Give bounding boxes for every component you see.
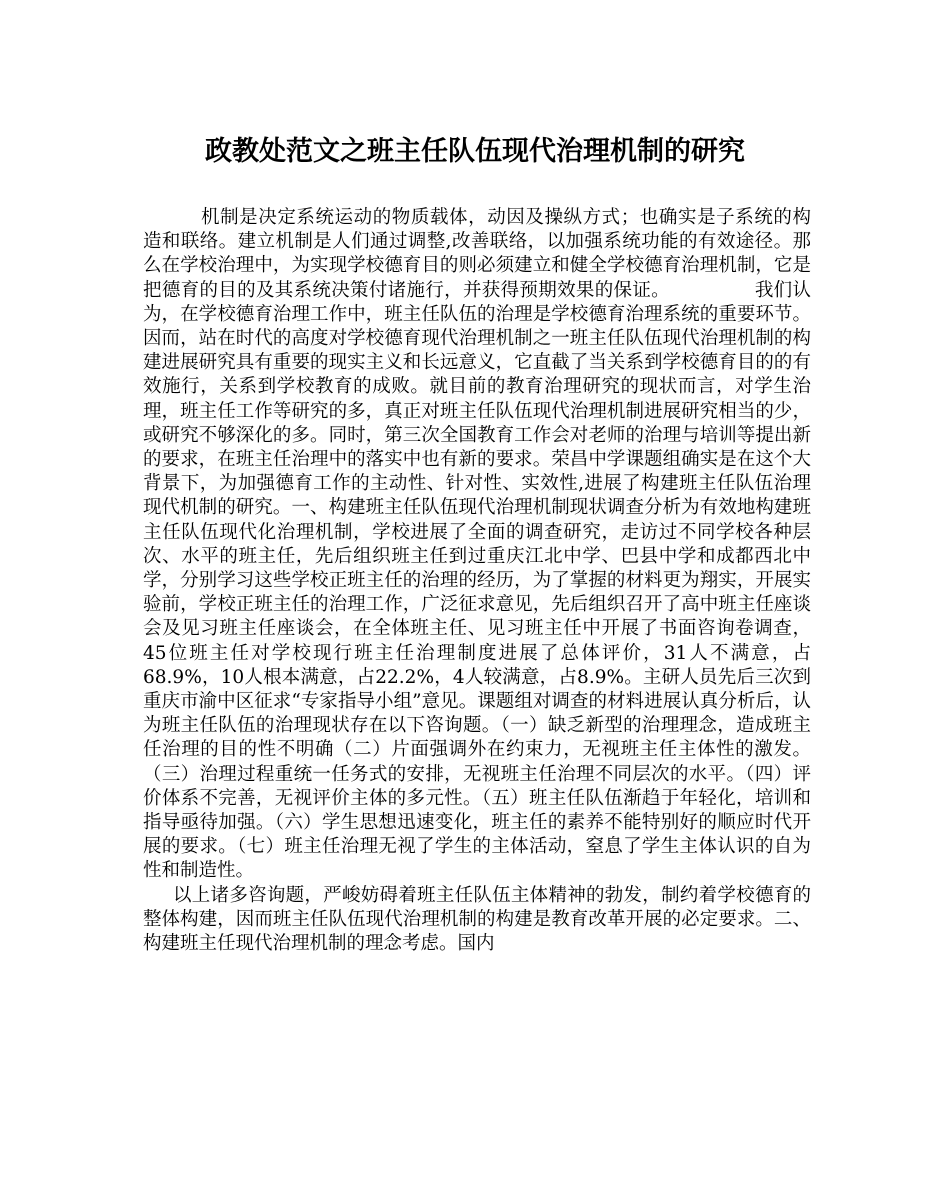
document-title: 政教处范文之班主任队伍现代治理机制的研究 bbox=[205, 136, 745, 167]
body-paragraph-1: 机制是决定系统运动的物质载体，动因及操纵方式；也确实是子系统的构造和联络。建立机制是人们通过调整,改善联络，以加强系统功能的有效途径。那么在学校治理中，为实现学校德育目的则必须建立和健全学校德育治理机制，它是把德育的目的及其系统决策付诸施行，并获得预期效果的保证。 我们认为，在学校德育治理工作中，班主任队伍的治理是学校德育治理系统的重要环节。因而，站在时代的高度对学校德育现代治理机制之一班主任队伍现代治理机制的构建进展研究具有重要的现实主义和长远意义，它直截了当关系到学校德育目的的有效施行，关系到学校教育的成败。就目前的教育治理研究的现状而言，对学生治理，班主任工作等研究的多，真正对班主任队伍现代治理机制进展研究相当的少，或研究不够深化的多。同时，第三次全国教育工作会对老师的治理与培训等提出新的要求，在班主任治理中的落实中也有新的要求。荣昌中学课题组确实是在这个大背景下，为加强德育工作的主动性、针对性、实效性,进展了构建班主任队伍治理现代机制的研究。一、构建班主任队伍现代治理机制现状调查分析为有效地构建班主任队伍现代化治理机制，学校进展了全面的调查研究，走访过不同学校各种层次、水平的班主任，先后组织班主任到过重庆江北中学、巴县中学和成都西北中学，分别学习这些学校正班主任的治理的经历，为了掌握的材料更为翔实，开展实验前，学校正班主任的治理工作，广泛征求意见，先后组织召开了高中班主任座谈会及见习班主任座谈会，在全体班主任、见习班主任中开展了书面咨询卷调查，45位班主任对学校现行班主任治理制度进展了总体评价，31人不满意，占68.9%，10人根本满意，占22.2%，4人较满意，占8.9%。主研人员先后三次到重庆市渝中区征求“专家指导小组”意见。课题组对调查的材料进展认真分析后，认为班主任队伍的治理现状存在以下咨询题。（一）缺乏新型的治理理念，造成班主任治理的目的性不明确（二）片面强调外在约束力，无视班主任主体性的激发。（三）治理过程重统一任务式的安排，无视班主任治理不同层次的水平。（四）评价体系不完善，无视评价主体的多元性。（五）班主任队伍渐趋于年轻化，培训和指导亟待加强。（六）学生思想迅速变化，班主任的素养不能特别好的顺应时代开展的要求。（七）班主任治理无视了学生的主体活动，窒息了学生主体认识的自为性和制造性。 bbox=[143, 207, 811, 882]
document-body bbox=[143, 206, 811, 956]
body-paragraph-2: 以上诸多咨询题，严峻妨碍着班主任队伍主体精神的勃发，制约着学校德育的整体构建，因而班主任队伍现代治理机制的构建是教育改革开展的必定要求。二、构建班主任现代治理机制的理念考虑。国内 bbox=[143, 884, 811, 955]
